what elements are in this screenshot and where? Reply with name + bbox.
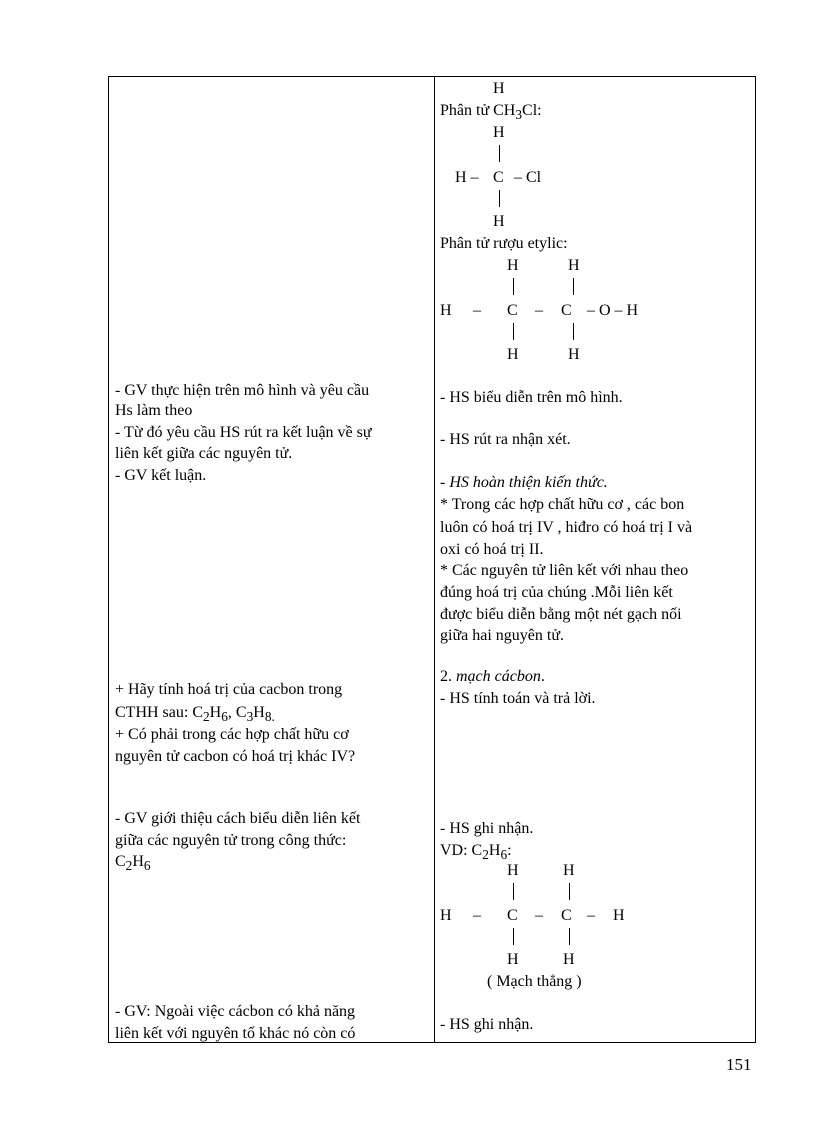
ethane-h-bottom-1: H — [507, 951, 519, 968]
ethanol-c-2: C — [561, 302, 572, 319]
ethanol-c-1: C — [507, 302, 518, 319]
example-label: VD: $C_2H_6$: — [440, 842, 512, 863]
ethane-dash-1: – — [473, 907, 481, 924]
ethane-h-bottom-2: H — [563, 951, 575, 968]
star2-line-4: giữa hai nguyên tử. — [440, 627, 564, 644]
star1-line-1: * Trong các hợp chất hữu cơ , các bon — [440, 496, 685, 513]
ethane-dash-3: – — [587, 907, 595, 924]
ethane-c-2: C — [561, 907, 572, 924]
straight-chain-caption: ( Mạch thẳng ) — [487, 973, 582, 990]
star2-line-1: * Các nguyên tử liên kết với nhau theo — [440, 562, 689, 579]
question-2-line-2: nguyên tử cacbon có hoá trị khác IV? — [115, 748, 356, 765]
ethanol-h-left: H — [440, 302, 452, 319]
hs-remark: - HS rút ra nhận xét. — [440, 431, 571, 448]
hs-note-2: - HS ghi nhận. — [440, 1016, 534, 1033]
conclude-line-2: liên kết giữa các nguyên tử. — [115, 445, 293, 462]
lesson-table — [108, 76, 756, 1043]
hs-note-1: - HS ghi nhận. — [440, 820, 534, 837]
ch3cl-h-left: H – — [455, 169, 479, 186]
gv-model-line-1: - GV thực hiện trên mô hình và yêu cầu — [115, 382, 370, 399]
ethanol-h-top-1: H — [507, 257, 519, 274]
hs-complete: - HS hoàn thiện kiến thức. — [440, 474, 608, 491]
bond-line — [513, 278, 514, 295]
gv-model-line-2: Hs làm theo — [115, 402, 193, 419]
intro-line-2: giữa các nguyên tử trong công thức: — [115, 832, 347, 849]
hs-model: - HS biểu diễn trên mô hình. — [440, 389, 623, 406]
bond-line — [499, 190, 500, 207]
question-1-line-2: CTHH sau: $C_2H_6$, $C_3H_{8.}$ — [115, 704, 275, 725]
intro-line-1: - GV giới thiệu cách biểu diễn liên kết — [115, 810, 361, 827]
hs-calc: - HS tính toán và trả lời. — [440, 690, 596, 707]
ethanol-h-bottom-2: H — [568, 346, 580, 363]
ethane-dash-2: – — [535, 907, 543, 924]
bond-line — [513, 883, 514, 900]
ch3cl-c: C — [493, 169, 504, 186]
ch3cl-h-top: H — [493, 124, 505, 141]
bond-line — [513, 928, 514, 945]
ethanol-h-bottom-1: H — [507, 346, 519, 363]
bond-line — [513, 323, 514, 340]
ethanol-dash-2: – — [535, 302, 543, 319]
star2-line-2: đúng hoá trị của chúng .Mỗi liên kết — [440, 584, 673, 601]
intro-formula: $C_2H_6$ — [115, 853, 151, 874]
ch3cl-label: Phân tử $CH_3Cl$: — [440, 102, 542, 123]
ethanol-h-top-2: H — [568, 257, 580, 274]
bond-line — [573, 323, 574, 340]
ethane-h-left: H — [440, 907, 452, 924]
bond-line — [569, 883, 570, 900]
gv-conclusion: - GV kết luận. — [115, 467, 207, 484]
ethanol-label: Phân tử rượu etylic: — [440, 235, 568, 252]
ethane-h-top-1: H — [507, 862, 519, 879]
ethane-c-1: C — [507, 907, 518, 924]
conclude-line-1: - Từ đó yêu cầu HS rút ra kết luận về sự — [115, 424, 372, 441]
bond-line — [569, 928, 570, 945]
question-1-line-1: + Hãy tính hoá trị của cacbon trong — [115, 681, 343, 698]
top-h: H — [493, 80, 505, 97]
ethane-h-right: H — [613, 907, 625, 924]
last-line-1: - GV: Ngoài việc cácbon có khả năng — [115, 1003, 356, 1020]
star1-line-2: luôn có hoá trị IV , hiđro có hoá trị I và — [440, 519, 693, 536]
question-2-line-1: + Có phải trong các hợp chất hữu cơ — [115, 726, 349, 743]
ch3cl-cl: – Cl — [514, 169, 542, 186]
section-heading: 2. mạch cácbon. — [440, 668, 545, 685]
star1-line-3: oxi có hoá trị II. — [440, 541, 544, 558]
ch3cl-h-bottom: H — [493, 213, 505, 230]
ethanol-oh: – O – H — [587, 302, 639, 319]
last-line-2: liên kết với nguyên tố khác nó còn có — [115, 1025, 356, 1042]
column-divider — [434, 77, 435, 1042]
star2-line-3: được biểu diễn bằng một nét gạch nối — [440, 606, 682, 623]
ethanol-dash-1: – — [473, 302, 481, 319]
ethane-h-top-2: H — [563, 862, 575, 879]
bond-line — [573, 278, 574, 295]
bond-line — [499, 145, 500, 162]
page-number: 151 — [726, 1055, 752, 1074]
